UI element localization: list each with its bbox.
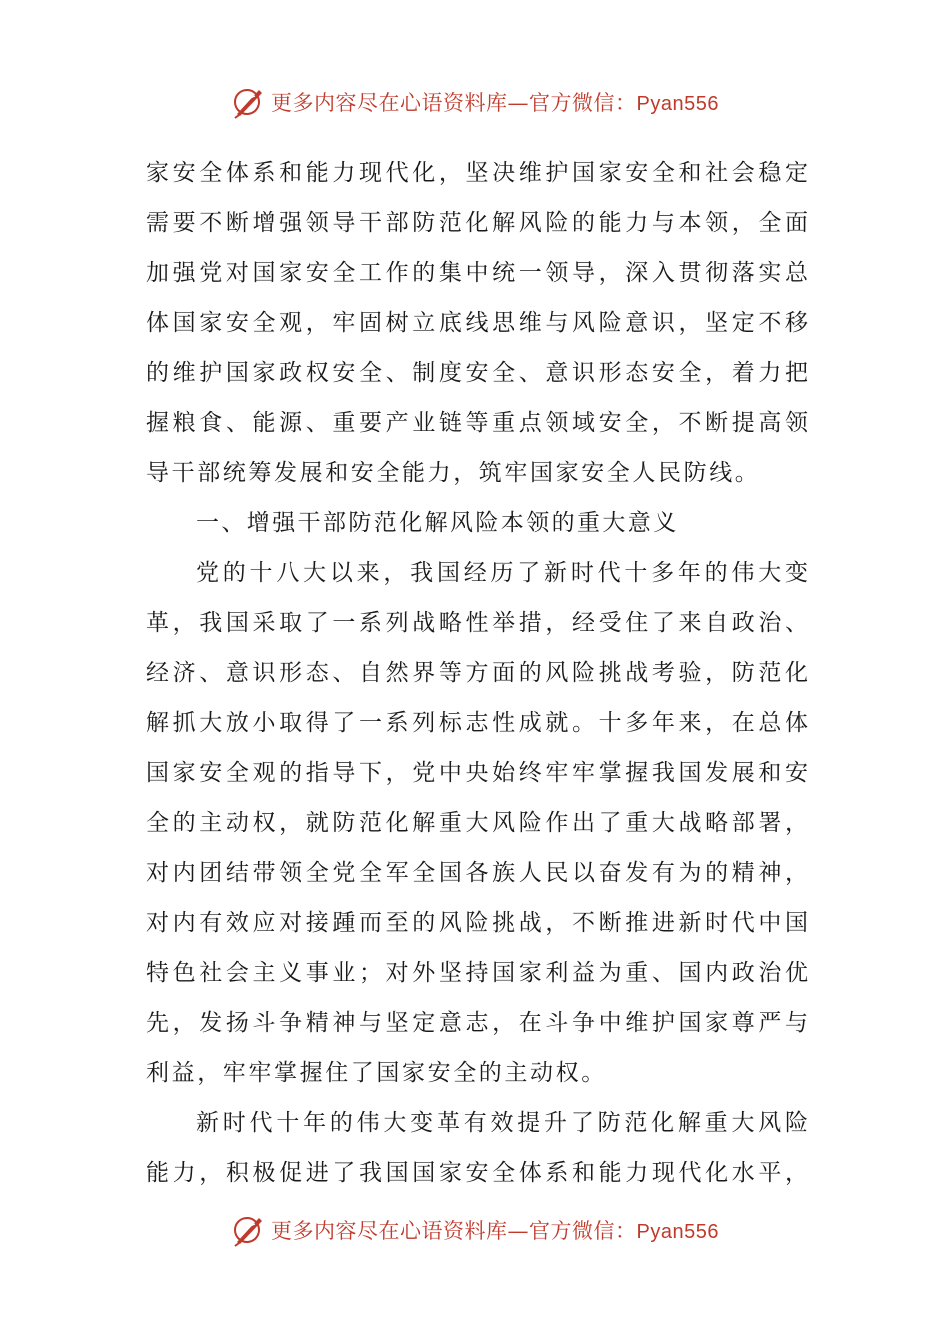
body-line: 国家安全观的指导下，党中央始终牢牢掌握我国发展和安 [146, 760, 808, 786]
document-body [146, 148, 808, 1198]
body-line: 体国家安全观，牢固树立底线思维与风险意识，坚定不移 [146, 310, 808, 336]
body-line: 对内团结带领全党全军全国各族人民以奋发有为的精神， [146, 860, 808, 886]
body-line: 解抓大放小取得了一系列标志性成就。十多年来，在总体 [146, 710, 808, 736]
body-line: 新时代十年的伟大变革有效提升了防范化解重大风险 [196, 1110, 808, 1136]
body-line: 利益，牢牢掌握住了国家安全的主动权。 [146, 1060, 607, 1086]
watermark-wechat-id: Pyan556 [636, 1221, 719, 1243]
body-line: 党的十八大以来，我国经历了新时代十多年的伟大变 [196, 560, 808, 586]
watermark-text-cn: 更多内容尽在心语资料库—官方微信： [271, 91, 637, 115]
quill-pen-logo-icon [231, 84, 267, 120]
body-line: 革，我国采取了一系列战略性举措，经受住了来自政治、 [146, 610, 808, 636]
body-line: 全的主动权，就防范化解重大风险作出了重大战略部署， [146, 810, 808, 836]
body-line: 对内有效应对接踵而至的风险挑战，不断推进新时代中国 [146, 910, 808, 936]
body-line: 能力，积极促进了我国国家安全体系和能力现代化水平， [146, 1160, 808, 1186]
watermark-text [271, 1215, 719, 1245]
body-line: 先，发扬斗争精神与坚定意志，在斗争中维护国家尊严与 [146, 1010, 808, 1036]
footer-watermark-banner [0, 1210, 950, 1250]
section-heading: 一、增强干部防范化解风险本领的重大意义 [196, 510, 679, 536]
body-line: 的维护国家政权安全、制度安全、意识形态安全，着力把 [146, 360, 808, 386]
body-line: 特色社会主义事业；对外坚持国家利益为重、国内政治优 [146, 960, 808, 986]
body-line: 家安全体系和能力现代化，坚决维护国家安全和社会稳定 [146, 160, 808, 186]
body-line: 经济、意识形态、自然界等方面的风险挑战考验，防范化 [146, 660, 808, 686]
body-line: 需要不断增强领导干部防范化解风险的能力与本领，全面 [146, 210, 808, 236]
watermark-text [271, 87, 719, 117]
body-line: 加强党对国家安全工作的集中统一领导，深入贯彻落实总 [146, 260, 808, 286]
quill-pen-logo-icon [231, 1212, 267, 1248]
header-watermark-banner [0, 82, 950, 122]
watermark-text-cn: 更多内容尽在心语资料库—官方微信： [271, 1219, 637, 1243]
body-line: 握粮食、能源、重要产业链等重点领域安全，不断提高领 [146, 410, 808, 436]
body-line: 导干部统筹发展和安全能力，筑牢国家安全人民防线。 [146, 460, 761, 486]
watermark-wechat-id: Pyan556 [636, 93, 719, 115]
